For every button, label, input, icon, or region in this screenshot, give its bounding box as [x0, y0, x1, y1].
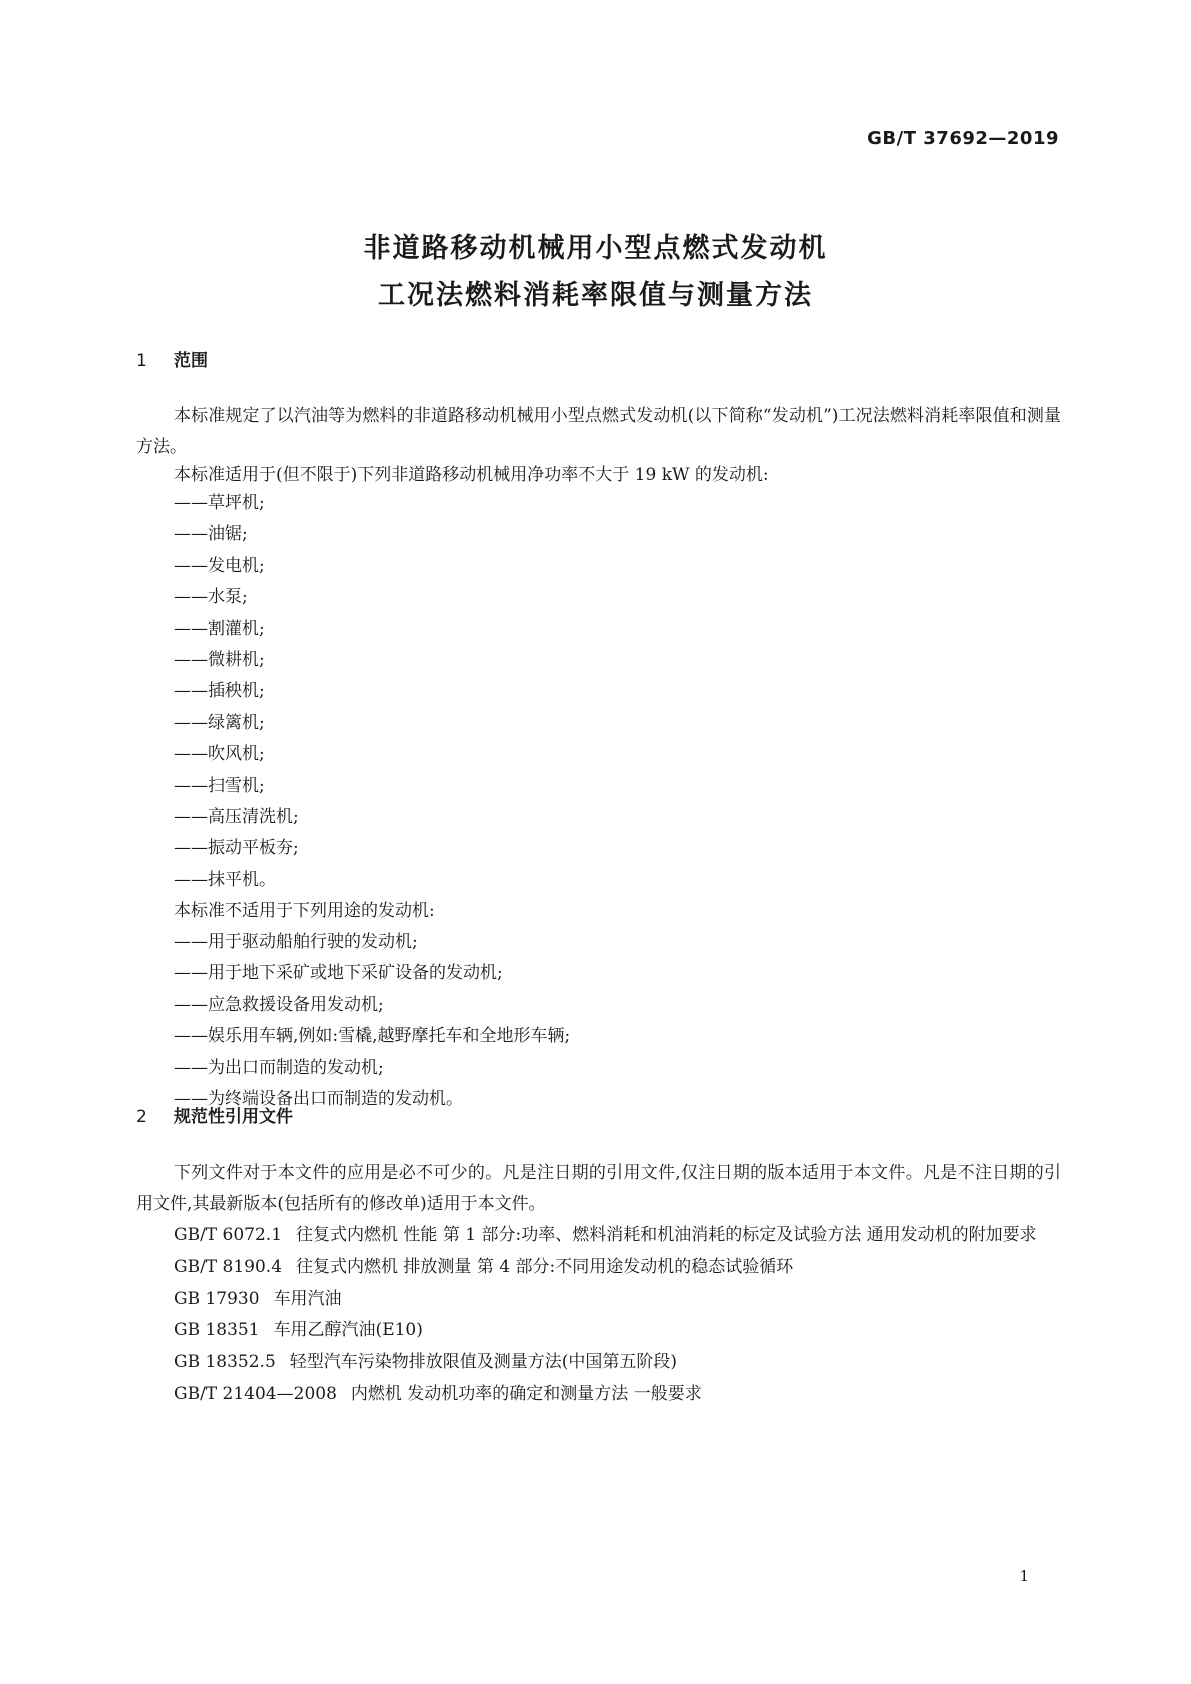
- section-2-heading: [136, 1102, 293, 1127]
- reference-code: GB/T 6072.1: [174, 1225, 283, 1245]
- section-1-para-1: [136, 401, 1061, 463]
- reference-item: [136, 1252, 1061, 1284]
- list-item: ——油锯;: [174, 524, 248, 545]
- reference-code: GB 18351: [174, 1320, 260, 1341]
- list-item: ——用于驱动船舶行驶的发动机;: [174, 932, 418, 952]
- list-item: ——绿篱机;: [174, 712, 265, 733]
- title-line-1: 非道路移动机械用小型点燃式发动机: [363, 233, 828, 264]
- normative-references-list: [136, 1220, 1061, 1411]
- reference-title: 车用乙醇汽油(E10): [273, 1320, 423, 1341]
- reference-item: [136, 1284, 1061, 1316]
- section-1-para-2: [136, 460, 1061, 491]
- reference-title: 内燃机 发动机功率的确定和测量方法 一般要求: [350, 1383, 702, 1404]
- list-item: ——发电机;: [174, 555, 265, 576]
- reference-item: [136, 1379, 1061, 1411]
- section-1-title: 范围: [174, 351, 208, 371]
- section-2-number: 2: [136, 1107, 147, 1127]
- page-number: 1: [1019, 1567, 1029, 1585]
- reference-title: 车用汽油: [273, 1288, 342, 1309]
- paragraph-text: 下列文件对于本文件的应用是必不可少的。凡是注日期的引用文件,仅注日期的版本适用于本文件。凡是不注日期的引用文件,其最新版本(包括所有的修改单)适用于本文件。: [136, 1163, 1061, 1214]
- list-item: ——为出口而制造的发动机;: [174, 1057, 384, 1078]
- list-item: ——水泵;: [174, 587, 248, 608]
- section-1-para-3: [136, 896, 1061, 927]
- list-item: ——吹风机;: [174, 744, 265, 765]
- section-2-para-1: [136, 1158, 1061, 1220]
- paragraph-text: 本标准不适用于下列用途的发动机:: [174, 901, 435, 921]
- paragraph-text: 本标准规定了以汽油等为燃料的非道路移动机械用小型点燃式发动机(以下简称“发动机”)工况法燃料消耗率限值和测量方法。: [136, 406, 1061, 457]
- list-item: ——为终端设备出口而制造的发动机。: [174, 1089, 463, 1110]
- paragraph-text: 本标准适用于(但不限于)下列非道路移动机械用净功率不大于 19 kW 的发动机:: [174, 465, 769, 485]
- section-1-number: 1: [136, 351, 147, 371]
- list-item: ——微耕机;: [174, 650, 265, 671]
- section-1-heading: [136, 346, 208, 371]
- list-item: ——插秧机;: [174, 681, 265, 702]
- reference-code: GB 17930: [174, 1288, 260, 1309]
- reference-item: [136, 1220, 1061, 1252]
- list-item: ——高压清洗机;: [174, 807, 299, 828]
- reference-code: GB/T 21404—2008: [174, 1383, 337, 1404]
- reference-item: [136, 1347, 1061, 1379]
- reference-code: GB/T 8190.4: [174, 1256, 283, 1277]
- section-2-title: 规范性引用文件: [174, 1107, 293, 1127]
- list-item: ——扫雪机;: [174, 775, 265, 796]
- standard-code: GB/T 37692—2019: [867, 128, 1059, 149]
- excluded-uses-list: [174, 927, 570, 1115]
- reference-title: 轻型汽车污染物排放限值及测量方法(中国第五阶段): [289, 1352, 678, 1373]
- list-item: ——振动平板夯;: [174, 838, 299, 859]
- document-title: [0, 225, 1191, 319]
- reference-code: GB 18352.5: [174, 1352, 276, 1373]
- reference-title: 往复式内燃机 排放测量 第 4 部分:不同用途发动机的稳态试验循环: [296, 1256, 794, 1277]
- list-item: ——抹平机。: [174, 869, 276, 890]
- title-line-2: 工况法燃料消耗率限值与测量方法: [378, 280, 813, 311]
- applicable-machinery-list: [174, 488, 299, 896]
- list-item: ——应急救援设备用发动机;: [174, 994, 384, 1015]
- list-item: ——草坪机;: [174, 493, 265, 513]
- list-item: ——割灌机;: [174, 618, 265, 639]
- list-item: ——用于地下采矿或地下采矿设备的发动机;: [174, 963, 503, 984]
- list-item: ——娱乐用车辆,例如:雪橇,越野摩托车和全地形车辆;: [174, 1026, 571, 1047]
- reference-item: [136, 1315, 1061, 1347]
- reference-title: 往复式内燃机 性能 第 1 部分:功率、燃料消耗和机油消耗的标定及试验方法 通用发动机的附加要求: [296, 1225, 1037, 1245]
